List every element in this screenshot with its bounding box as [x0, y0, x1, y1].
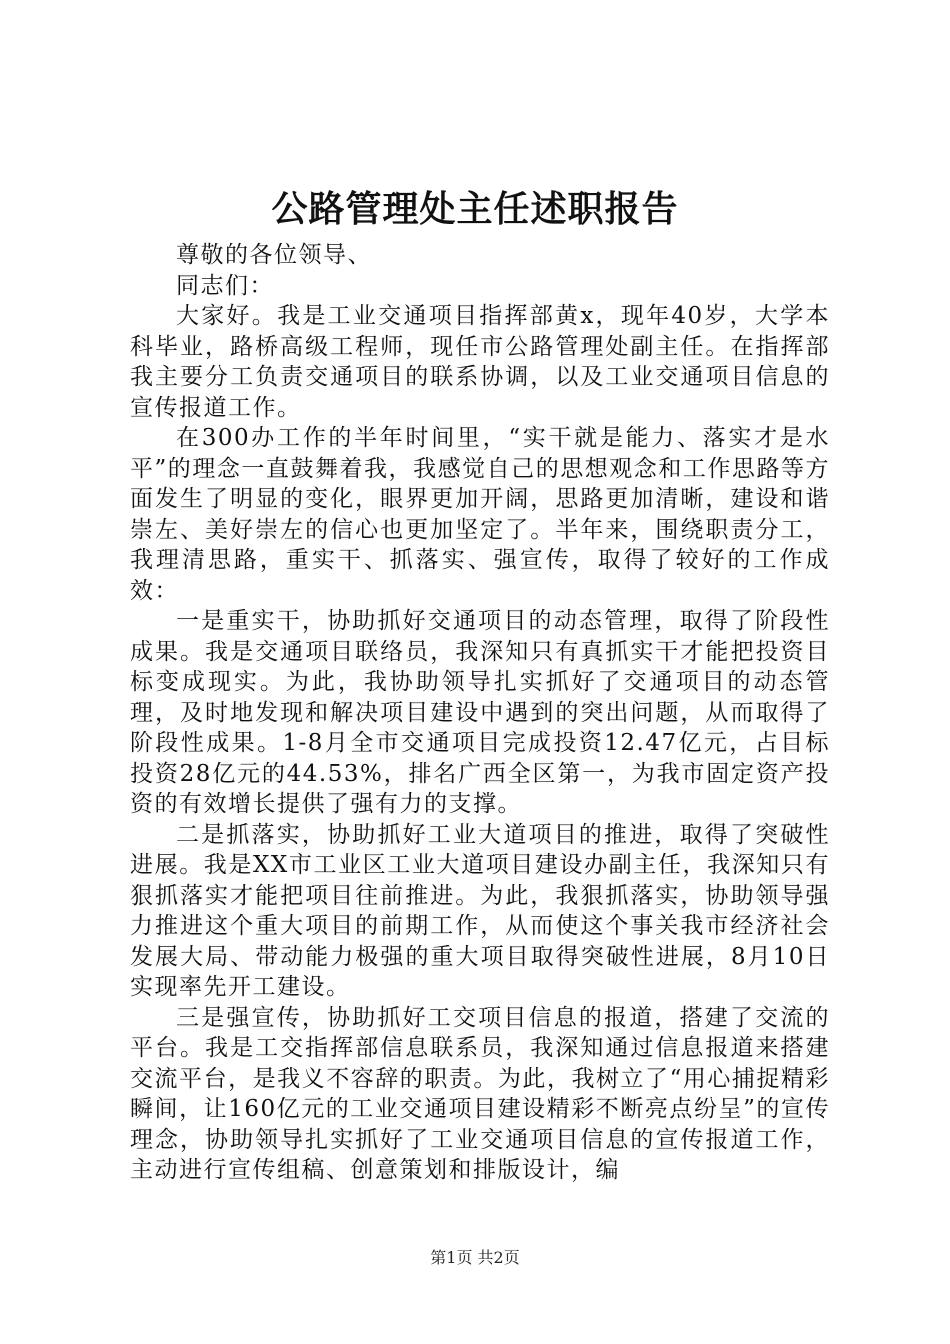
page-number-footer: 第1页 共2页 [430, 1248, 520, 1267]
salutation-line-1: 尊敬的各位领导、 [176, 242, 372, 268]
paragraph-overview: 在300办工作的半年时间里，“实干就是能力、落实才是水平”的理念一直鼓舞着我，我感觉自己的思想观念和工作思路等方面发生了明显的变化，眼界更加开阔，思路更加清晰，建设和谐崇左、美好崇左的信心也更加坚定了。半年来，围绕职责分工，我理清思路，重实干、抓落实、强宣传，取得了较好的工作成效： [130, 425, 830, 604]
paragraph-point-three: 三是强宣传，协助抓好工交项目信息的报道，搭建了交流的平台。我是工交指挥部信息联系员，我深知通过信息报道来搭建交流平台，是我义不容辞的职责。为此，我树立了“用心捕捉精彩瞬间，让160亿元的工业交通项目建设精彩不断亮点纷呈”的宣传理念，协助领导扎实抓好了工业交通项目信息的宣传报道工作，主动进行宣传组稿、创意策划和排版设计，编 [130, 1004, 830, 1183]
paragraph-point-two: 二是抓落实，协助抓好工业大道项目的推进，取得了突破性进展。我是XX市工业区工业大道项目建设办副主任，我深知只有狠抓落实才能把项目往前推进。为此，我狠抓落实，协助领导强力推进这个重大项目的前期工作，从而使这个事关我市经济社会发展大局、带动能力极强的重大项目取得突破性进展，8月10日实现率先开工建设。 [130, 821, 830, 1000]
document-title: 公路管理处主任述职报告 [271, 188, 679, 230]
paragraph-point-one: 一是重实干，协助抓好交通项目的动态管理，取得了阶段性成果。我是交通项目联络员，我深知只有真抓实干才能把投资目标变成现实。为此，我协助领导扎实抓好了交通项目的动态管理，及时地发现和解决项目建设中遇到的突出问题，从而取得了阶段性成果。1-8月全市交通项目完成投资12.47亿元，占目标投资28亿元的44.53%，排名广西全区第一，为我市固定资产投资的有效增长提供了强有力的支撑。 [130, 608, 830, 817]
paragraph-introduction: 大家好。我是工业交通项目指挥部黄x，现年40岁，大学本科毕业，路桥高级工程师，现任市公路管理处副主任。在指挥部我主要分工负责交通项目的联系协调，以及工业交通项目信息的宣传报道工作。 [130, 303, 830, 421]
document-body [130, 240, 830, 1186]
salutation-line-2: 同志们： [176, 272, 274, 299]
